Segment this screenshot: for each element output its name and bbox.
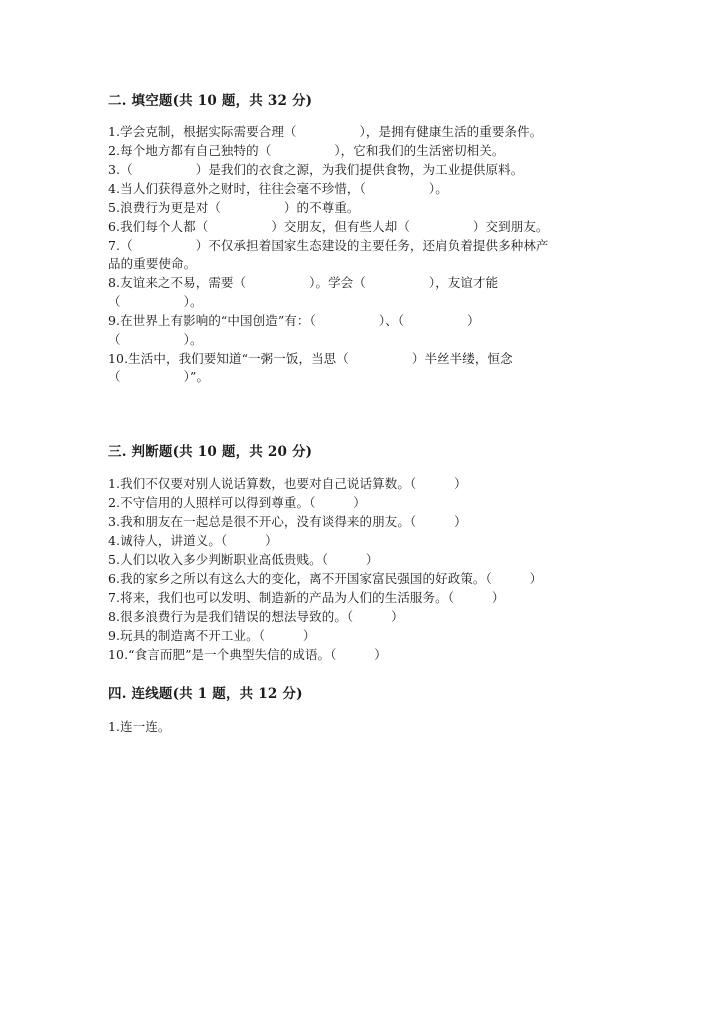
section-matching-title: 四. 连线题(共 1 题，共 12 分) bbox=[108, 686, 303, 702]
fill-blank-line-7: 7.（ ）不仅承担着国家生态建设的主要任务，还肩负着提供多种林产 bbox=[108, 238, 549, 253]
fill-blank-line-1: 1.学会克制，根据实际需要合理（ ），是拥有健康生活的重要条件。 bbox=[108, 124, 543, 139]
true-false-line-1: 1.我们不仅要对别人说话算数，也要对自己说话算数。（ ） bbox=[108, 476, 467, 491]
true-false-line-8: 8.很多浪费行为是我们错误的想法导致的。（ ） bbox=[108, 609, 404, 624]
true-false-line-3: 3.我和朋友在一起总是很不开心，没有谈得来的朋友。（ ） bbox=[108, 514, 467, 529]
section-true-false-title: 三. 判断题(共 10 题，共 20 分) bbox=[108, 444, 313, 460]
matching-line-1: 1.连一连。 bbox=[108, 719, 171, 734]
fill-blank-line-8-cont: （ ）。 bbox=[108, 294, 203, 309]
true-false-line-5: 5.人们以收入多少判断职业高低贵贱。（ ） bbox=[108, 552, 379, 567]
fill-blank-line-9-cont: （ ）。 bbox=[108, 332, 203, 347]
fill-blank-line-8: 8.友谊来之不易，需要（ ）。学会（ ），友谊才能 bbox=[108, 275, 499, 290]
true-false-line-10: 10.“食言而肥”是一个典型失信的成语。（ ） bbox=[108, 647, 387, 662]
fill-blank-line-9: 9.在世界上有影响的“中国创造”有：（ ）、（ ） bbox=[108, 313, 480, 328]
section-fill-blank-title: 二. 填空题(共 10 题，共 32 分) bbox=[108, 93, 313, 109]
fill-blank-line-4: 4.当人们获得意外之财时，往往会毫不珍惜，（ ）。 bbox=[108, 181, 448, 196]
fill-blank-line-10-cont: （ ）”。 bbox=[108, 369, 210, 384]
true-false-line-2: 2.不守信用的人照样可以得到尊重。（ ） bbox=[108, 495, 366, 510]
fill-blank-line-3: 3.（ ）是我们的衣食之源，为我们提供食物，为工业提供原料。 bbox=[108, 162, 524, 177]
true-false-line-7: 7.将来，我们也可以发明、制造新的产品为人们的生活服务。（ ） bbox=[108, 590, 505, 605]
true-false-line-9: 9.玩具的制造离不开工业。（ ） bbox=[108, 628, 316, 643]
fill-blank-line-7-cont: 品的重要使命。 bbox=[108, 256, 197, 271]
true-false-line-6: 6.我的家乡之所以有这么大的变化，离不开国家富民强国的好政策。（ ） bbox=[108, 571, 543, 586]
fill-blank-line-10: 10.生活中，我们要知道“一粥一饭，当思（ ）半丝半缕，恒念 bbox=[108, 351, 513, 366]
fill-blank-line-2: 2.每个地方都有自己独特的（ ），它和我们的生活密切相关。 bbox=[108, 143, 505, 158]
fill-blank-line-5: 5.浪费行为更是对（ ）的不尊重。 bbox=[108, 200, 360, 215]
fill-blank-line-6: 6.我们每个人都（ ）交朋友，但有些人却（ ）交到朋友。 bbox=[108, 219, 549, 234]
true-false-line-4: 4.诚待人，讲道义。（ ） bbox=[108, 533, 278, 548]
